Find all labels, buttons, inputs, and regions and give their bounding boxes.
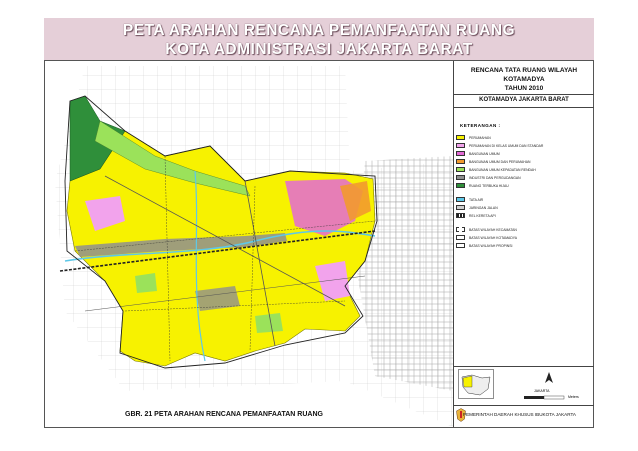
year-title: TAHUN 2010	[504, 85, 544, 92]
north-arrow-icon	[542, 371, 556, 385]
divider	[454, 366, 594, 367]
title-banner	[44, 18, 594, 60]
legend-swatch	[456, 167, 465, 172]
legend-swatch	[456, 197, 465, 202]
land-use-map	[45, 61, 453, 427]
park-1	[135, 273, 157, 293]
legend-title: KETERANGAN :	[460, 123, 501, 128]
map-frame	[44, 60, 594, 428]
legend-swatch	[456, 175, 465, 180]
legend-swatch	[456, 243, 465, 248]
legend-panel: RENCANA TATA RUANG WILAYAH KOTAMADYA TAHUN 2010 KOTAMADYA JAKARTA BARAT KETERANGAN : PERUMAHAN PERUMAHAN DI KELAS UMUM DAN STANDAR BANGUNAN UMUM BANGUNAN UMUM DAN PERUMAHAN BANGUNAN UMUM KEPADATAN RENDAH INDUSTRI DAN PERGUDANGAN RUANG TERBUKA HIJAU TATA AIR JARINGAN JALAN REL KERETA API BATAS WILAYAH KECAMATAN BATAS WILAYAH KOTAMADYA BATAS WILAYAH PROPINSI JAKARTA Meters	[453, 61, 594, 427]
legend-swatch	[456, 183, 465, 188]
map-title-line1: PETA ARAHAN RENCANA PEMANFAATAN RUANG	[122, 22, 516, 39]
legend-swatch	[456, 227, 465, 232]
divider	[454, 94, 594, 95]
legend-swatch	[456, 143, 465, 148]
divider	[454, 405, 594, 406]
map-title-line2: KOTA ADMINISTRASI JAKARTA BARAT	[165, 41, 473, 58]
legend-swatch	[456, 159, 465, 164]
rtrw-title: RENCANA TATA RUANG WILAYAH	[470, 67, 578, 74]
provider-text: PEMERINTAH DAERAH KHUSUS IBUKOTA JAKARTA	[463, 412, 576, 417]
park-2	[255, 313, 283, 333]
figure-caption: GBR. 21 PETA ARAHAN RENCANA PEMANFAATAN RUANG	[125, 411, 323, 418]
inset-label: JAKARTA	[534, 389, 550, 393]
kotamadya-title: KOTAMADYA	[503, 76, 545, 83]
legend-swatch	[456, 213, 465, 218]
legend-swatch	[456, 235, 465, 240]
inset-locator-map	[458, 369, 494, 399]
scale-unit: Meters	[568, 395, 579, 399]
legend-swatch	[456, 151, 465, 156]
region-name: KOTAMADYA JAKARTA BARAT	[479, 97, 569, 103]
legend-swatch	[456, 205, 465, 210]
legend-swatch	[456, 135, 465, 140]
divider	[454, 107, 594, 108]
